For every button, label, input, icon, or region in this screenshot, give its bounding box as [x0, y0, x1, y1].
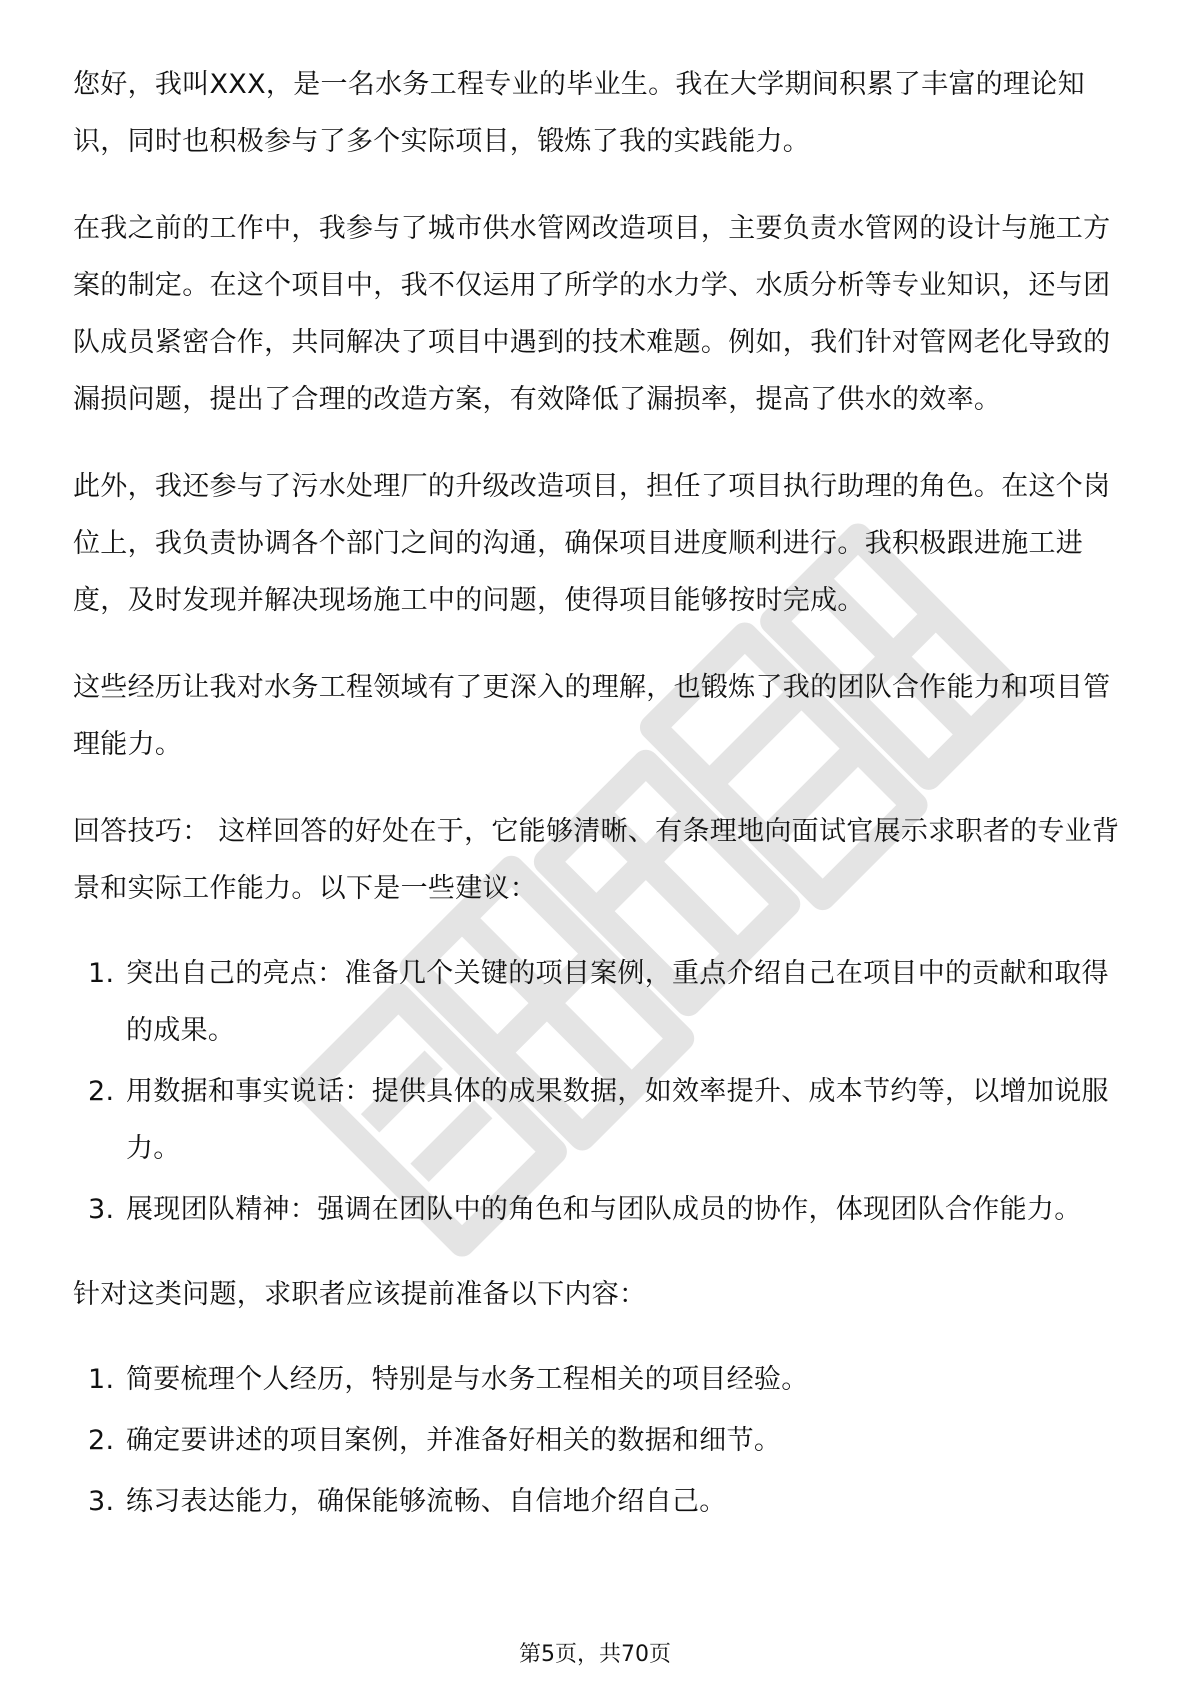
document-body	[73, 56, 1123, 1558]
list-item-number: 2.	[88, 1076, 115, 1107]
list-item-number: 3.	[88, 1194, 115, 1225]
prep-list	[73, 1351, 1123, 1530]
list-item	[73, 1412, 1123, 1469]
list-item-number: 3.	[88, 1486, 115, 1517]
list-item-text: 简要梳理个人经历，特别是与水务工程相关的项目经验。	[126, 1364, 809, 1395]
list-item-text: 确定要讲述的项目案例，并准备好相关的数据和细节。	[126, 1425, 782, 1456]
list-item-text: 突出自己的亮点：准备几个关键的项目案例，重点介绍自己在项目中的贡献和取得的成果。	[126, 958, 1109, 1046]
experience-paragraph-2: 此外，我还参与了污水处理厂的升级改造项目，担任了项目执行助理的角色。在这个岗位上，我负责协调各个部门之间的沟通，确保项目进度顺利进行。我积极跟进施工进度，及时发现并解决现场施工中的问题，使得项目能够按时完成。	[73, 471, 1111, 616]
list-item	[73, 1063, 1123, 1177]
tips-intro-paragraph: 回答技巧： 这样回答的好处在于，它能够清晰、有条理地向面试官展示求职者的专业背景和实际工作能力。以下是一些建议：	[73, 816, 1120, 904]
list-item-text: 用数据和事实说话：提供具体的成果数据，如效率提升、成本节约等，以增加说服力。	[126, 1076, 1109, 1164]
intro-paragraph: 您好，我叫XXX，是一名水务工程专业的毕业生。我在大学期间积累了丰富的理论知识，同时也积极参与了多个实际项目，锻炼了我的实践能力。	[73, 69, 1085, 157]
list-item-number: 1.	[88, 1364, 115, 1395]
prep-intro-paragraph: 针对这类问题，求职者应该提前准备以下内容：	[73, 1279, 647, 1310]
list-item-text: 展现团队精神：强调在团队中的角色和与团队成员的协作，体现团队合作能力。	[126, 1194, 1082, 1225]
experience-paragraph-1: 在我之前的工作中，我参与了城市供水管网改造项目，主要负责水管网的设计与施工方案的制定。在这个项目中，我不仅运用了所学的水力学、水质分析等专业知识，还与团队成员紧密合作，共同解决了项目中遇到的技术难题。例如，我们针对管网老化导致的漏损问题，提出了合理的改造方案，有效降低了漏损率，提高了供水的效率。	[73, 213, 1111, 415]
list-item	[73, 1351, 1123, 1408]
tips-list	[73, 945, 1123, 1238]
list-item-number: 1.	[88, 958, 115, 989]
summary-paragraph: 这些经历让我对水务工程领域有了更深入的理解，也锻炼了我的团队合作能力和项目管理能力。	[73, 672, 1111, 760]
list-item	[73, 1181, 1123, 1238]
page-number-footer: 第5页，共70页	[519, 1642, 671, 1667]
list-item-text: 练习表达能力，确保能够流畅、自信地介绍自己。	[126, 1486, 727, 1517]
list-item-number: 2.	[88, 1425, 115, 1456]
list-item	[73, 1473, 1123, 1530]
list-item	[73, 945, 1123, 1059]
